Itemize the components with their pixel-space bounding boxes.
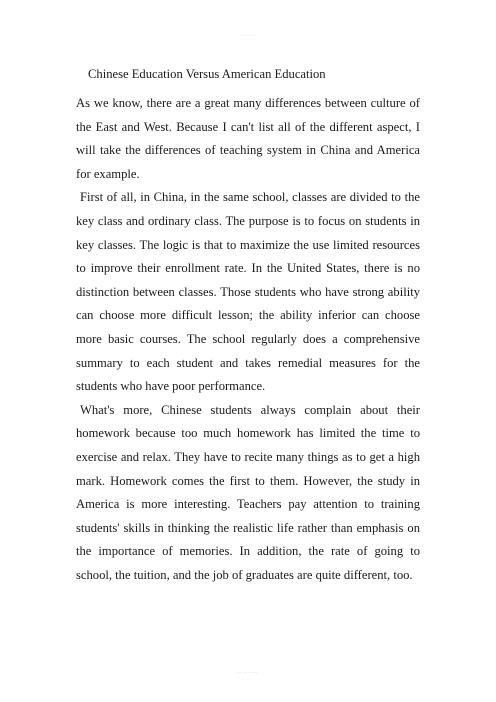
header-watermark: ———— [239, 32, 257, 37]
document-body [76, 92, 420, 587]
paragraph-classes: First of all, in China, in the same school, classes are divided to the key class and ordinary class. The purpose is to focus on students in key classes. The logic is that to maximize the use limited resources to improve their enrollment rate. In the United States, there is no distinction between classes. Those students who have strong ability can choose more difficult lesson; the ability inferior can choose more basic courses. The school regularly does a comprehensive summary to each student and takes remedial measures for the students who have poor performance. [76, 190, 420, 394]
paragraph-intro: As we know, there are a great many differences between culture of the East and West. Because I can't list all of the different aspect, I will take the differences of teaching system in China and America for example. [76, 96, 420, 181]
footer-watermark: — — —— [237, 669, 259, 674]
document-title: Chinese Education Versus American Education [88, 67, 326, 81]
paragraph-homework: What's more, Chinese students always complain about their homework because too much homework has limited the time to exercise and relax. They have to recite many things as to get a high mark. Homework comes the first to them. However, the study in America is more interesting. Teachers pay attention to training students' skills in thinking the realistic life rather than emphasis on the importance of memories. In addition, the rate of going to school, the tuition, and the job of graduates are quite different, too. [76, 402, 420, 582]
